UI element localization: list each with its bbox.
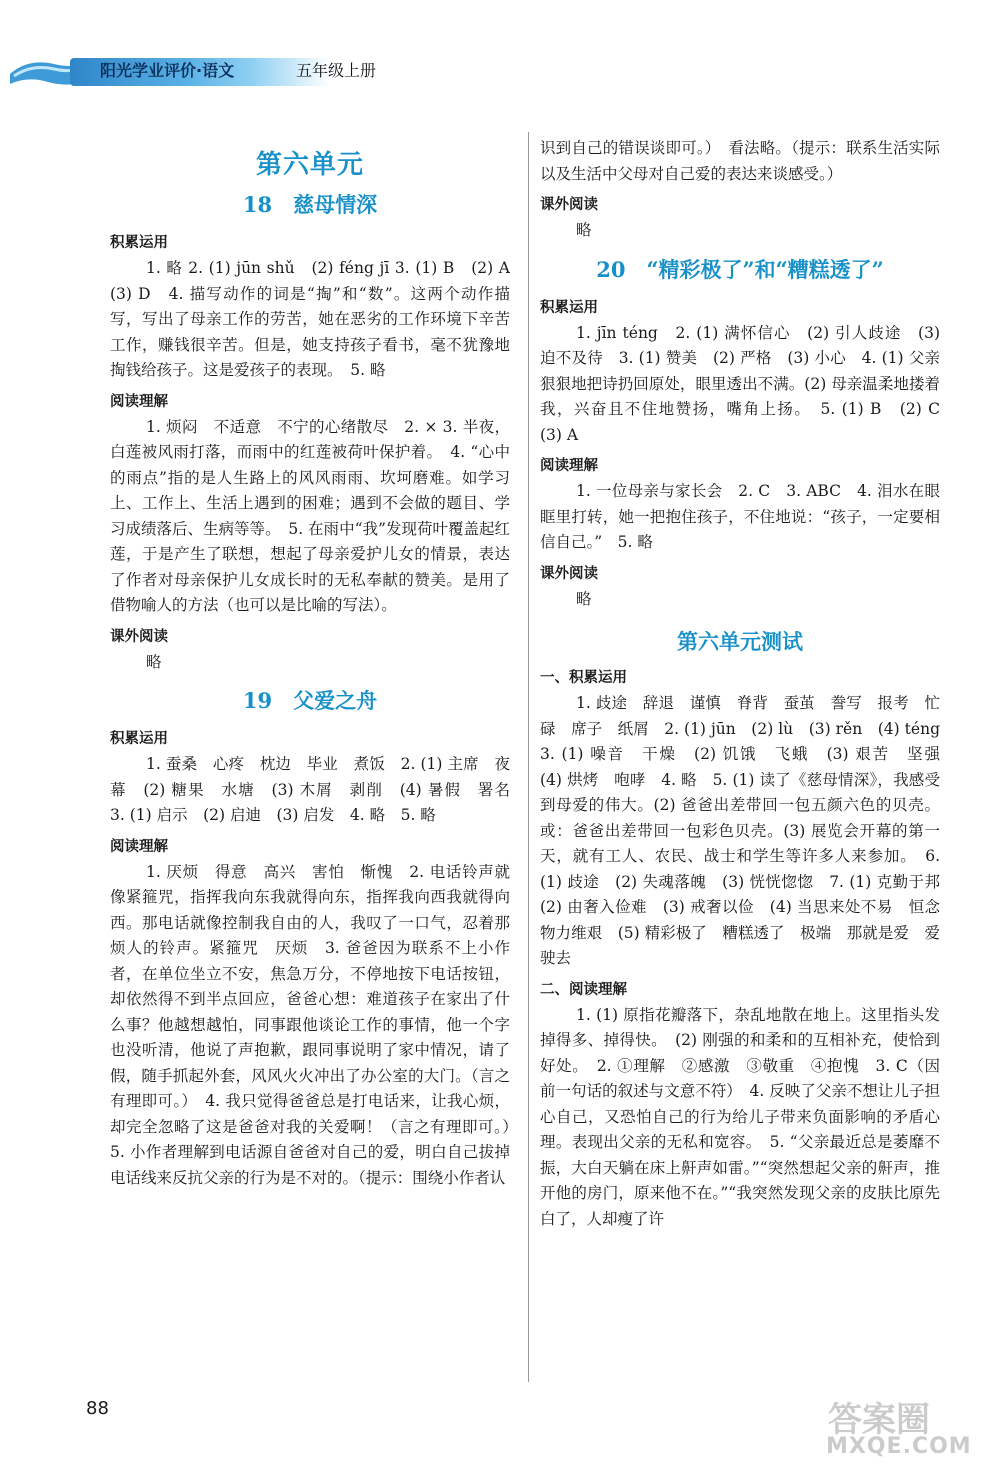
section-heading: 积累运用 <box>540 299 598 316</box>
answer-paragraph: 1. 歧途 辞退 谨慎 脊背 蚕茧 誊写 报考 忙碌 席子 纸屑 2. (1) jūn (2) lù (3) rěn (4) téng 3. (1) 噪音 干燥 (2) 饥饿 飞蛾 (3) 艰苦 坚强 (4) 烘烤 咆哮 4. 略 5. (1) 读了《慈母情深》，我感受到母爱的伟大。(2) 爸爸出差带回一包五颜六色的贝壳。或：爸爸出差带回一包彩色贝壳。(3) 展览会开幕的第一天，就有工人、农民、战士和学生等许多人来参加。 6. (1) 歧途 (2) 失魂落魄 (3) 恍恍惚惚 7. (1) 克勤于邦 (2) 由奢入俭难 (3) 戒奢以俭 (4) 当思来处不易 恒念物力维艰 (5) 精彩极了 糟糕透了 极端 那就是爱 爱 驶去 <box>540 694 956 967</box>
watermark-url: MXQE.COM <box>826 1434 972 1459</box>
section-heading: 积累运用 <box>110 235 168 251</box>
watermark-logo-text: 答案圈 <box>828 1400 930 1440</box>
grade-label: 五年级上册 <box>296 61 377 80</box>
section-heading: 阅读理解 <box>110 393 168 410</box>
answer-paragraph: 1. (1) 原指花瓣落下，杂乱地散在地上。这里指头发掉得多、掉得快。 (2) 刚强的和柔和的互相补充，使恰到好处。 2. ①理解 ②感激 ③敬重 ④抱愧 3. C（因前一句话的叙述与文意不符） 4. 反映了父亲不想让儿子担心自己，又恐怕自己的行为给儿子带来负面影响的矛盾心理。表现出父亲的无私和宽容。 5. “父亲最近总是萎靡不振，大白天躺在床上鼾声如雷。”“突然想起父亲的鼾声，推开他的房门，原来他不在。”“我突然发现父亲的皮肤比原先白了，人却瘦了许 <box>540 1005 940 1228</box>
section-heading: 课外阅读 <box>540 197 598 213</box>
section-heading: 课外阅读 <box>110 628 168 645</box>
unit-test-title: 第六单元测试 <box>677 629 803 654</box>
section-heading: 阅读理解 <box>110 838 168 855</box>
column-divider <box>528 132 529 1382</box>
left-column <box>110 136 526 1191</box>
lesson-19-title: 19 父爱之舟 <box>242 688 378 713</box>
watermark <box>818 1392 990 1464</box>
lesson-20-title: 20 “精彩极了”和“糟糕透了” <box>596 256 884 282</box>
section-heading: 阅读理解 <box>540 458 598 474</box>
answer-paragraph: 略 <box>576 221 592 239</box>
section-heading: 积累运用 <box>110 731 168 747</box>
answer-paragraph: 1. 烦闷 不适意 不宁的心绪散尽 2. × 3. 半夜，白莲被风雨打落，而雨中的红莲被荷叶保护着。 4. “心中的雨点”指的是人生路上的风风雨雨、坎坷磨难。如学习上、工作上、生活上遇到的困难；遇到不会做的题目、学习成绩落后、生病等等。 5. 在雨中“我”发现荷叶覆盖起红莲，于是产生了联想，想起了母亲爱护儿女的情景，表达了作者对母亲保护儿女成长时的无私奉献的赞美。是用了借物喻人的方法（也可以是比喻的写法）。 <box>110 417 510 614</box>
answer-paragraph: 略 <box>576 589 592 608</box>
answer-paragraph: 1. 蚕桑 心疼 枕边 毕业 煮饭 2. (1) 主席 夜幕 (2) 糖果 水塘 (3) 木屑 剥削 (4) 暑假 署名 3. (1) 启示 (2) 启迪 (3) 启发 4. 略 5. 略 <box>110 755 526 824</box>
page-number: 88 <box>86 1398 109 1419</box>
section-heading: 一、积累运用 <box>540 670 627 686</box>
right-column <box>540 136 956 1232</box>
answer-paragraph: 略 <box>146 652 162 671</box>
unit-title: 第六单元 <box>255 150 364 180</box>
answer-paragraph: 1. jīn téng 2. (1) 满怀信心 (2) 引人歧途 (3) 迫不及待 3. (1) 赞美 (2) 严格 (3) 小心 4. (1) 父亲狠狠地把诗扔回原处，眼里透出不满。(2) 母亲温柔地搂着我，兴奋且不住地赞扬，嘴角上扬。 5. (1) B (2) C (3) A <box>540 323 956 444</box>
answer-paragraph: 1. 厌烦 得意 高兴 害怕 惭愧 2. 电话铃声就像紧箍咒，指挥我向东我就得向东，指挥我向西我就得向西。那电话就像控制我自由的人，我叹了一口气，忍着那烦人的铃声。紧箍咒 厌烦 3. 爸爸因为联系不上小作者，在单位坐立不安，焦急万分，不停地按下电话按钮，却依然得不到半点回应，爸爸心想：难道孩子在家出了什么事？他越想越怕，同事跟他谈论工作的事情，他一个字也没听清，他说了声抱歉，跟同事说明了家中情况，请了假，随手抓起外套，风风火火冲出了办公室的大门。（言之有理即可。） 4. 我只觉得爸爸总是打电话来，让我心烦，却完全忽略了这是爸爸对我的关爱啊！（言之有理即可。） 5. 小作者理解到电话源自爸爸对自己的爱，明白自己拔掉电话线来反抗父亲的行为是不对的。（提示：围绕小作者认 <box>110 862 526 1187</box>
page-header <box>0 52 420 96</box>
section-heading: 课外阅读 <box>540 565 598 582</box>
lesson-18-title: 18 慈母情深 <box>242 192 378 217</box>
series-title: 阳光学业评价·语文 <box>100 61 235 80</box>
section-heading: 二、阅读理解 <box>540 981 627 998</box>
answer-paragraph: 1. 略 2. (1) jūn shǔ (2) féng jī 3. (1) B (2) A (3) D 4. 描写动作的词是“掏”和“数”。这两个动作描写，写出了母亲工作的劳苦，她在恶劣的工作环境下辛苦工作，赚钱很辛苦。但是，她支持孩子看书，毫不犹豫地掏钱给孩子。这是爱孩子的表现。 5. 略 <box>110 259 526 379</box>
answer-paragraph: 识到自己的错误谈即可。） 看法略。（提示：联系生活实际以及生活中父母对自己爱的表达来谈感受。） <box>540 139 940 183</box>
answer-paragraph: 1. 一位母亲与家长会 2. C 3. ABC 4. 泪水在眼眶里打转，她一把抱住孩子，不住地说：“孩子，一定要相信自己。” 5. 略 <box>540 482 940 551</box>
